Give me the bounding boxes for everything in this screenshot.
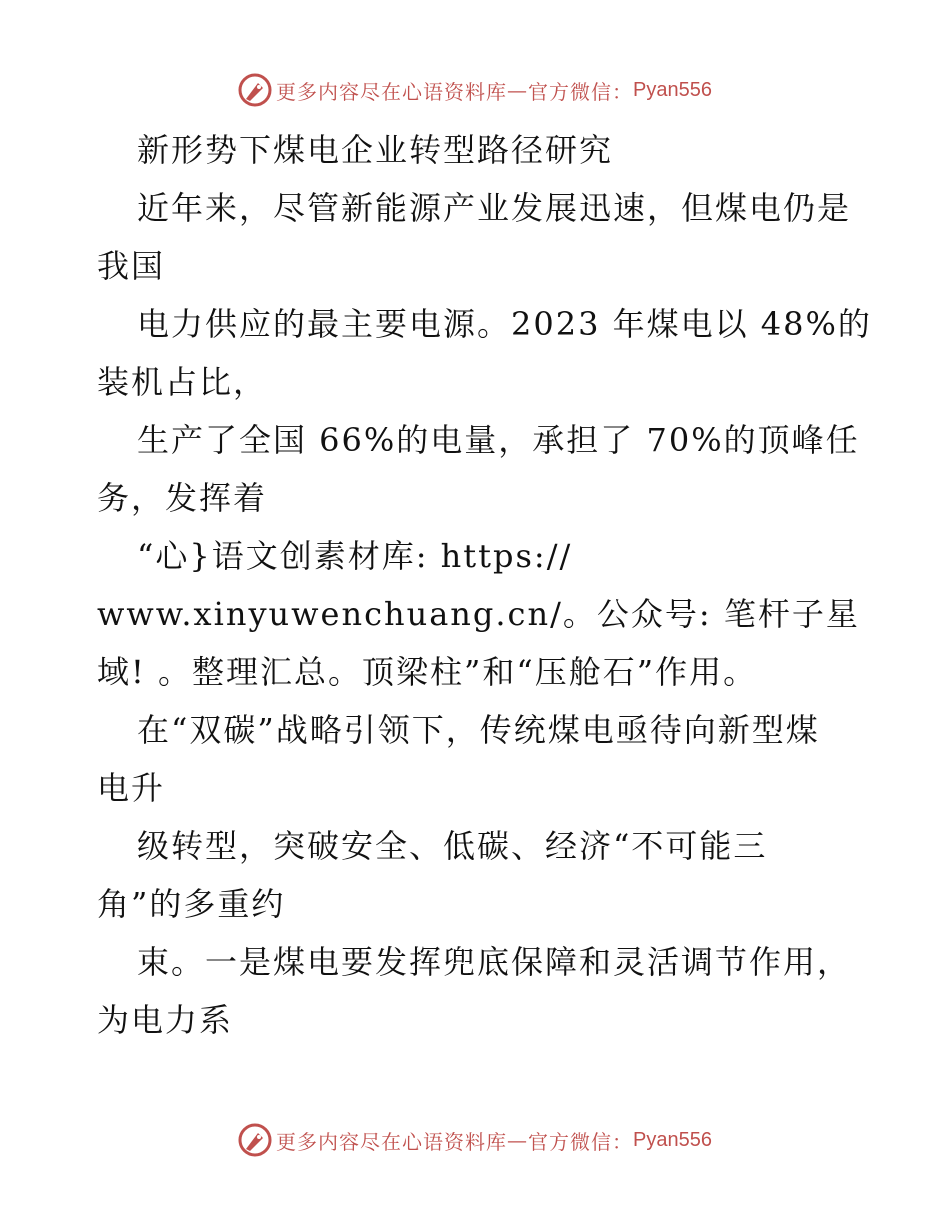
document-body [97,121,872,1049]
header-watermark [0,70,950,110]
footer-separator: — [507,1128,529,1152]
header-separator: — [507,78,529,102]
footer-site-text: 更多内容尽在心语资料库 [276,1129,508,1154]
paragraph-line: 域! 。整理汇总。顶梁柱”和“压舱石”作用。 [97,653,758,691]
paragraph-line: 电力供应的最主要电源。2023 年煤电以 48%的 [137,305,872,343]
document-title: 新形势下煤电企业转型路径研究 [137,131,614,169]
paragraph-line: 角”的多重约 [97,885,286,923]
paragraph-line: 级转型，突破安全、低碳、经济“不可能三 [137,827,768,865]
paragraph-line: 近年来，尽管新能源产业发展迅速，但煤电仍是 [137,189,852,227]
header-site-text: 更多内容尽在心语资料库 [276,79,508,104]
paragraph-line: “心}语文创素材库: https:// [137,537,573,575]
footer-wechat-label: 官方微信： [528,1129,634,1154]
footer-wechat-id: Pyan556 [633,1128,712,1151]
footer-watermark [0,1120,950,1160]
paragraph-line: www.xinyuwenchuang.cn/。公众号: 笔杆子星 [97,595,860,633]
paragraph-line: 电升 [97,769,166,807]
paragraph-line: 生产了全国 66%的电量，承担了 70%的顶峰任 [137,421,860,459]
pen-nib-logo-icon [238,1123,272,1157]
header-wechat-label: 官方微信： [528,79,634,104]
header-wechat-id: Pyan556 [633,78,712,101]
paragraph-line: 束。一是煤电要发挥兜底保障和灵活调节作用， [137,943,852,981]
pen-nib-logo-icon [238,73,272,107]
paragraph-line: 在“双碳”战略引领下，传统煤电亟待向新型煤 [137,711,820,749]
paragraph-line: 务，发挥着 [97,479,268,517]
paragraph-line: 为电力系 [97,1001,234,1039]
paragraph-line: 装机占比， [97,363,268,401]
paragraph-line: 我国 [97,247,166,285]
